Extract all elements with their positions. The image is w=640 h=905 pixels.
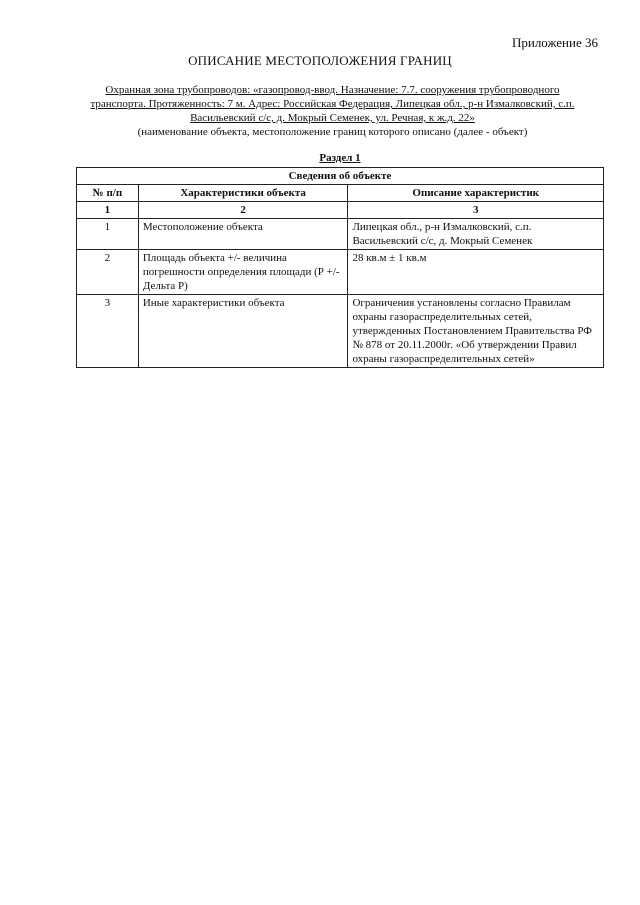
table-row — [77, 250, 604, 295]
row-characteristic: Иные характеристики объекта — [138, 295, 348, 368]
section-title: Раздел 1 — [319, 152, 361, 164]
column-header-num: № п/п — [77, 185, 139, 202]
table-title: Сведения об объекте — [77, 168, 604, 185]
row-description: Ограничения установлены согласно Правилам охраны газораспределительных сетей, утвержденных Постановлением Правительства РФ № 878 от 20.11.2000г. «Об утверждении Правил охраны газораспределительных сетей» — [348, 295, 604, 368]
column-number: 2 — [138, 202, 348, 219]
row-number: 1 — [77, 219, 139, 250]
table-header-row — [77, 185, 604, 202]
column-header-description: Описание характеристик — [348, 185, 604, 202]
column-number: 1 — [77, 202, 139, 219]
object-info-table — [76, 167, 604, 368]
object-caption: (наименование объекта, местоположение границ которого описано (далее - объект) — [137, 126, 528, 138]
column-header-characteristic: Характеристики объекта — [138, 185, 348, 202]
table-row — [77, 295, 604, 368]
table-banner-row — [77, 168, 604, 185]
row-number: 3 — [77, 295, 139, 368]
row-description: Липецкая обл., р-н Измалковский, с.п. Васильевский с/с, д. Мокрый Семенек — [348, 219, 604, 250]
column-number: 3 — [348, 202, 604, 219]
object-name: Охранная зона трубопроводов: «газопровод-ввод. Назначение: 7.7. сооружения трубопроводного транспорта. Протяженность: 7 м. Адрес: Российская Федерация, Липецкая обл., р-н Измалковский, с.п. Васильевский с/с, д. Мокрый Семенек, ул. Речная, к ж.д. 22» — [90, 84, 575, 124]
row-characteristic: Местоположение объекта — [138, 219, 348, 250]
row-characteristic: Площадь объекта +/- величина погрешности определения площади (Р +/- Дельта Р) — [138, 250, 348, 295]
row-description: 28 кв.м ± 1 кв.м — [348, 250, 604, 295]
document-title: ОПИСАНИЕ МЕСТОПОЛОЖЕНИЯ ГРАНИЦ — [188, 53, 452, 68]
appendix-label: Приложение 36 — [511, 35, 598, 50]
column-number-row — [77, 202, 604, 219]
table-row — [77, 219, 604, 250]
row-number: 2 — [77, 250, 139, 295]
